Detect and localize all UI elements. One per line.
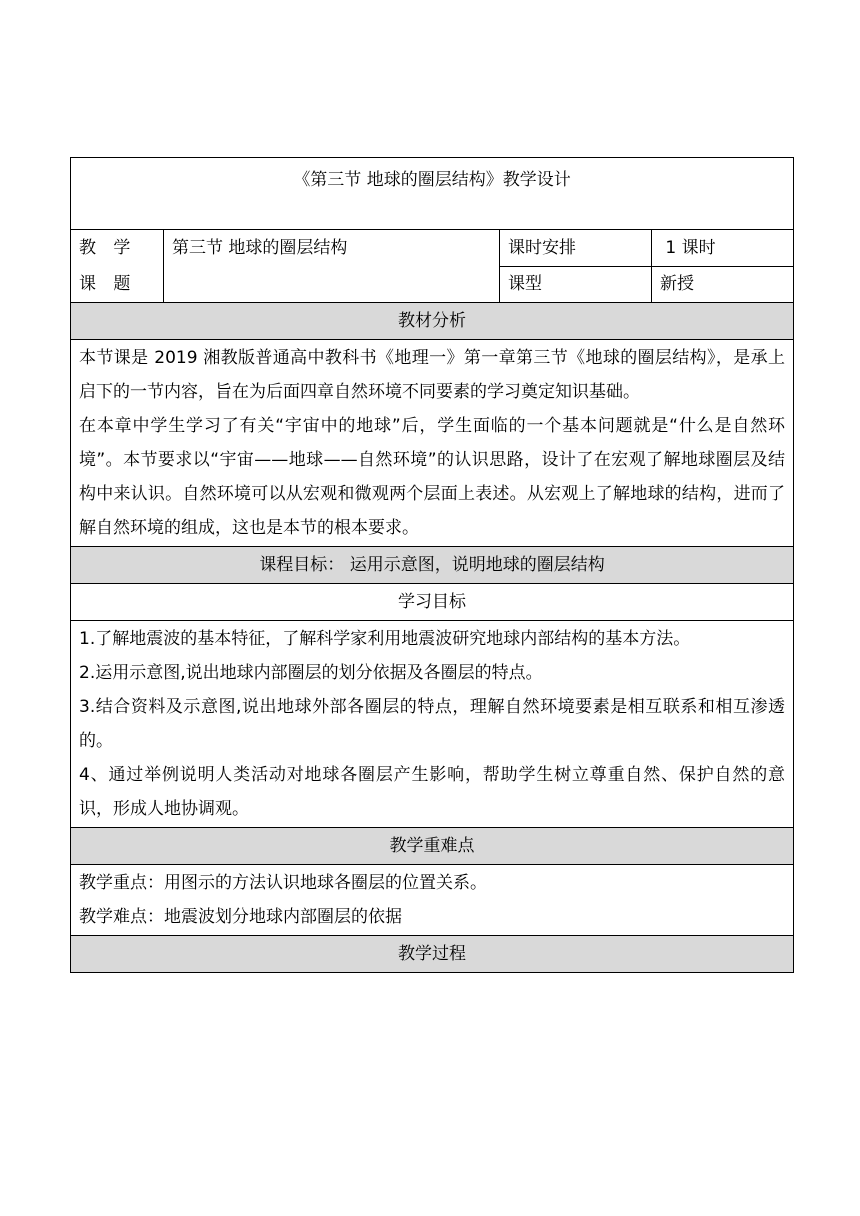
analysis-heading: 教材分析	[71, 303, 794, 340]
type-label: 课型	[500, 267, 652, 303]
key-points-body	[71, 865, 794, 936]
period-label: 课时安排	[500, 230, 652, 267]
analysis-body	[71, 340, 794, 547]
objective-item: 1.了解地震波的基本特征，了解科学家利用地震波研究地球内部结构的基本方法。	[79, 629, 691, 649]
key-point-item: 教学难点：地震波划分地球内部圈层的依据	[79, 907, 402, 927]
key-points-heading: 教学重难点	[71, 828, 794, 865]
objectives-body	[71, 621, 794, 828]
objective-item: 2.运用示意图,说出地球内部圈层的划分依据及各圈层的特点。	[79, 663, 543, 683]
document-title: 《第三节 地球的圈层结构》教学设计	[71, 158, 794, 230]
period-value: 1 课时	[652, 230, 794, 267]
analysis-paragraph: 在本章中学生学习了有关“宇宙中的地球”后，学生面临的一个基本问题就是“什么是自然环境”。本节要求以“宇宙——地球——自然环境”的认识思路，设计了在宏观了解地球圈层及结构中来认识。自然环境可以从宏观和微观两个层面上表述。从宏观上了解地球的结构，进而了解自然环境的组成，这也是本节的根本要求。	[79, 416, 786, 538]
subject-label-cell	[71, 230, 164, 303]
objective-item: 3.结合资料及示意图,说出地球外部各圈层的特点，理解自然环境要素是相互联系和相互渗透的。	[79, 697, 786, 751]
type-value: 新授	[652, 267, 794, 303]
subject-label: 教 学 课 题	[79, 238, 137, 294]
objective-item: 4、通过举例说明人类活动对地球各圈层产生影响，帮助学生树立尊重自然、保护自然的意识，形成人地协调观。	[79, 765, 786, 819]
subject-value: 第三节 地球的圈层结构	[164, 230, 500, 303]
objectives-heading: 学习目标	[71, 584, 794, 621]
course-goal: 课程目标： 运用示意图，说明地球的圈层结构	[71, 547, 794, 584]
lesson-plan-table	[70, 157, 794, 973]
process-heading: 教学过程	[71, 936, 794, 973]
analysis-paragraph: 本节课是 2019 湘教版普通高中教科书《地理一》第一章第三节《地球的圈层结构》，是承上启下的一节内容，旨在为后面四章自然环境不同要素的学习奠定知识基础。	[79, 348, 786, 402]
key-point-item: 教学重点：用图示的方法认识地球各圈层的位置关系。	[79, 873, 487, 893]
